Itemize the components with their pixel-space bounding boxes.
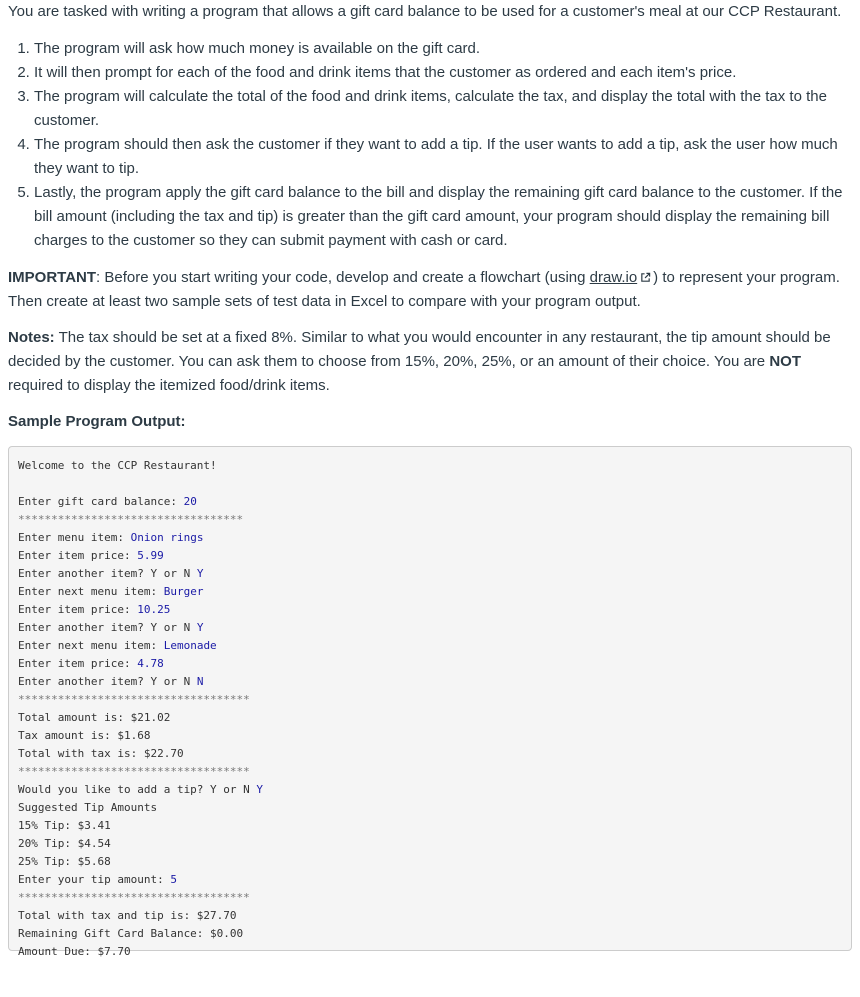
important-paragraph bbox=[8, 266, 852, 314]
important-label: IMPORTANT bbox=[8, 269, 97, 286]
console-line: Total amount is: $21.02 bbox=[18, 711, 171, 724]
console-line bbox=[18, 781, 842, 799]
console-line bbox=[18, 493, 842, 511]
console-input: Y bbox=[256, 783, 264, 796]
console-prompt: Enter another item? Y or N bbox=[18, 675, 197, 688]
console-line: Amount Due: $7.70 bbox=[18, 945, 131, 958]
console-line: Tax amount is: $1.68 bbox=[18, 729, 151, 742]
intro-paragraph: You are tasked with writing a program that allows a gift card balance to be used for a customer's meal at our CCP Restaurant. bbox=[8, 3, 842, 20]
console-input: 5 bbox=[170, 873, 177, 886]
console-separator: *********************************** bbox=[18, 765, 250, 778]
console-input: 4.78 bbox=[137, 657, 164, 670]
console-prompt: Enter item price: bbox=[18, 657, 138, 670]
console-input: Y bbox=[196, 567, 204, 580]
console-line bbox=[18, 583, 842, 601]
console-separator: *********************************** bbox=[18, 891, 250, 904]
drawio-link[interactable]: draw.io bbox=[589, 269, 638, 286]
console-prompt: Enter another item? Y or N bbox=[18, 567, 197, 580]
important-text-before: : Before you start writing your code, develop and create a flowchart (using bbox=[96, 269, 590, 286]
console-input: N bbox=[196, 675, 204, 688]
console-prompt: Enter menu item: bbox=[18, 531, 131, 544]
console-line bbox=[18, 655, 842, 673]
notes-label: Notes: bbox=[8, 329, 55, 346]
console-prompt: Enter gift card balance: bbox=[18, 495, 184, 508]
console-line bbox=[18, 565, 842, 583]
console-separator: *********************************** bbox=[18, 693, 250, 706]
console-prompt: Enter item price: bbox=[18, 549, 138, 562]
console-blank-line bbox=[18, 475, 842, 493]
console-line bbox=[18, 637, 842, 655]
console-input: 5.99 bbox=[137, 549, 164, 562]
console-input: Lemonade bbox=[163, 639, 217, 652]
notes-text-after: required to display the itemized food/drink items. bbox=[8, 377, 330, 394]
important-text-after: ) to represent your program. Then create at least two sample sets of test data in Excel to compare with your program output. bbox=[8, 269, 840, 310]
requirements-list bbox=[8, 37, 852, 253]
console-prompt: Enter item price: bbox=[18, 603, 138, 616]
console-line bbox=[18, 871, 842, 889]
console-line bbox=[18, 673, 842, 691]
list-item: 3. The program will calculate the total of the food and drink items, calculate the tax, and display the total with the tax to the customer. bbox=[34, 85, 852, 133]
console-input: Burger bbox=[163, 585, 204, 598]
console-line bbox=[18, 547, 842, 565]
console-prompt: Enter your tip amount: bbox=[18, 873, 171, 886]
sample-output-heading: Sample Program Output: bbox=[8, 413, 186, 430]
console-line: 15% Tip: $3.41 bbox=[18, 819, 111, 832]
list-item: 1. The program will ask how much money is available on the gift card. bbox=[34, 37, 852, 61]
console-line: Total with tax and tip is: $27.70 bbox=[18, 909, 237, 922]
console-line: 25% Tip: $5.68 bbox=[18, 855, 111, 868]
sample-output-console bbox=[8, 446, 852, 958]
console-input: Y bbox=[196, 621, 204, 634]
list-item: 5. Lastly, the program apply the gift card balance to the bill and display the remaining gift card balance to the customer. If the bill amount (including the tax and tip) is greater than the gift card amount, your program should display the remaining bill charges to the customer so they can submit payment with cash or card. bbox=[34, 181, 852, 253]
console-prompt: Would you like to add a tip? Y or N bbox=[18, 783, 257, 796]
console-line: 20% Tip: $4.54 bbox=[18, 837, 111, 850]
console-input: 10.25 bbox=[137, 603, 171, 616]
notes-text-before: The tax should be set at a fixed 8%. Similar to what you would encounter in any restaurant, the tip amount should be decided by the customer. You can ask them to choose from 15%, 20%, 25%, or an amount of their choice. You are bbox=[8, 329, 831, 370]
list-item: 4. The program should then ask the customer if they want to add a tip. If the user wants to add a tip, ask the user how much they want to tip. bbox=[34, 133, 852, 181]
notes-paragraph bbox=[8, 326, 852, 398]
console-input: 20 bbox=[183, 495, 197, 508]
console-input: Onion rings bbox=[130, 531, 204, 544]
console-line bbox=[18, 619, 842, 637]
console-line: Welcome to the CCP Restaurant! bbox=[18, 459, 217, 472]
list-item: 2. It will then prompt for each of the food and drink items that the customer as ordered and each item's price. bbox=[34, 61, 852, 85]
console-line bbox=[18, 529, 842, 547]
external-link-icon bbox=[640, 272, 651, 283]
console-separator: ********************************** bbox=[18, 513, 244, 526]
console-prompt: Enter next menu item: bbox=[18, 585, 164, 598]
console-prompt: Enter next menu item: bbox=[18, 639, 164, 652]
console-line: Total with tax is: $22.70 bbox=[18, 747, 184, 760]
notes-emphasis: NOT bbox=[769, 353, 801, 370]
console-prompt: Enter another item? Y or N bbox=[18, 621, 197, 634]
console-line bbox=[18, 601, 842, 619]
console-line: Suggested Tip Amounts bbox=[18, 801, 158, 814]
console-line: Remaining Gift Card Balance: $0.00 bbox=[18, 927, 244, 940]
